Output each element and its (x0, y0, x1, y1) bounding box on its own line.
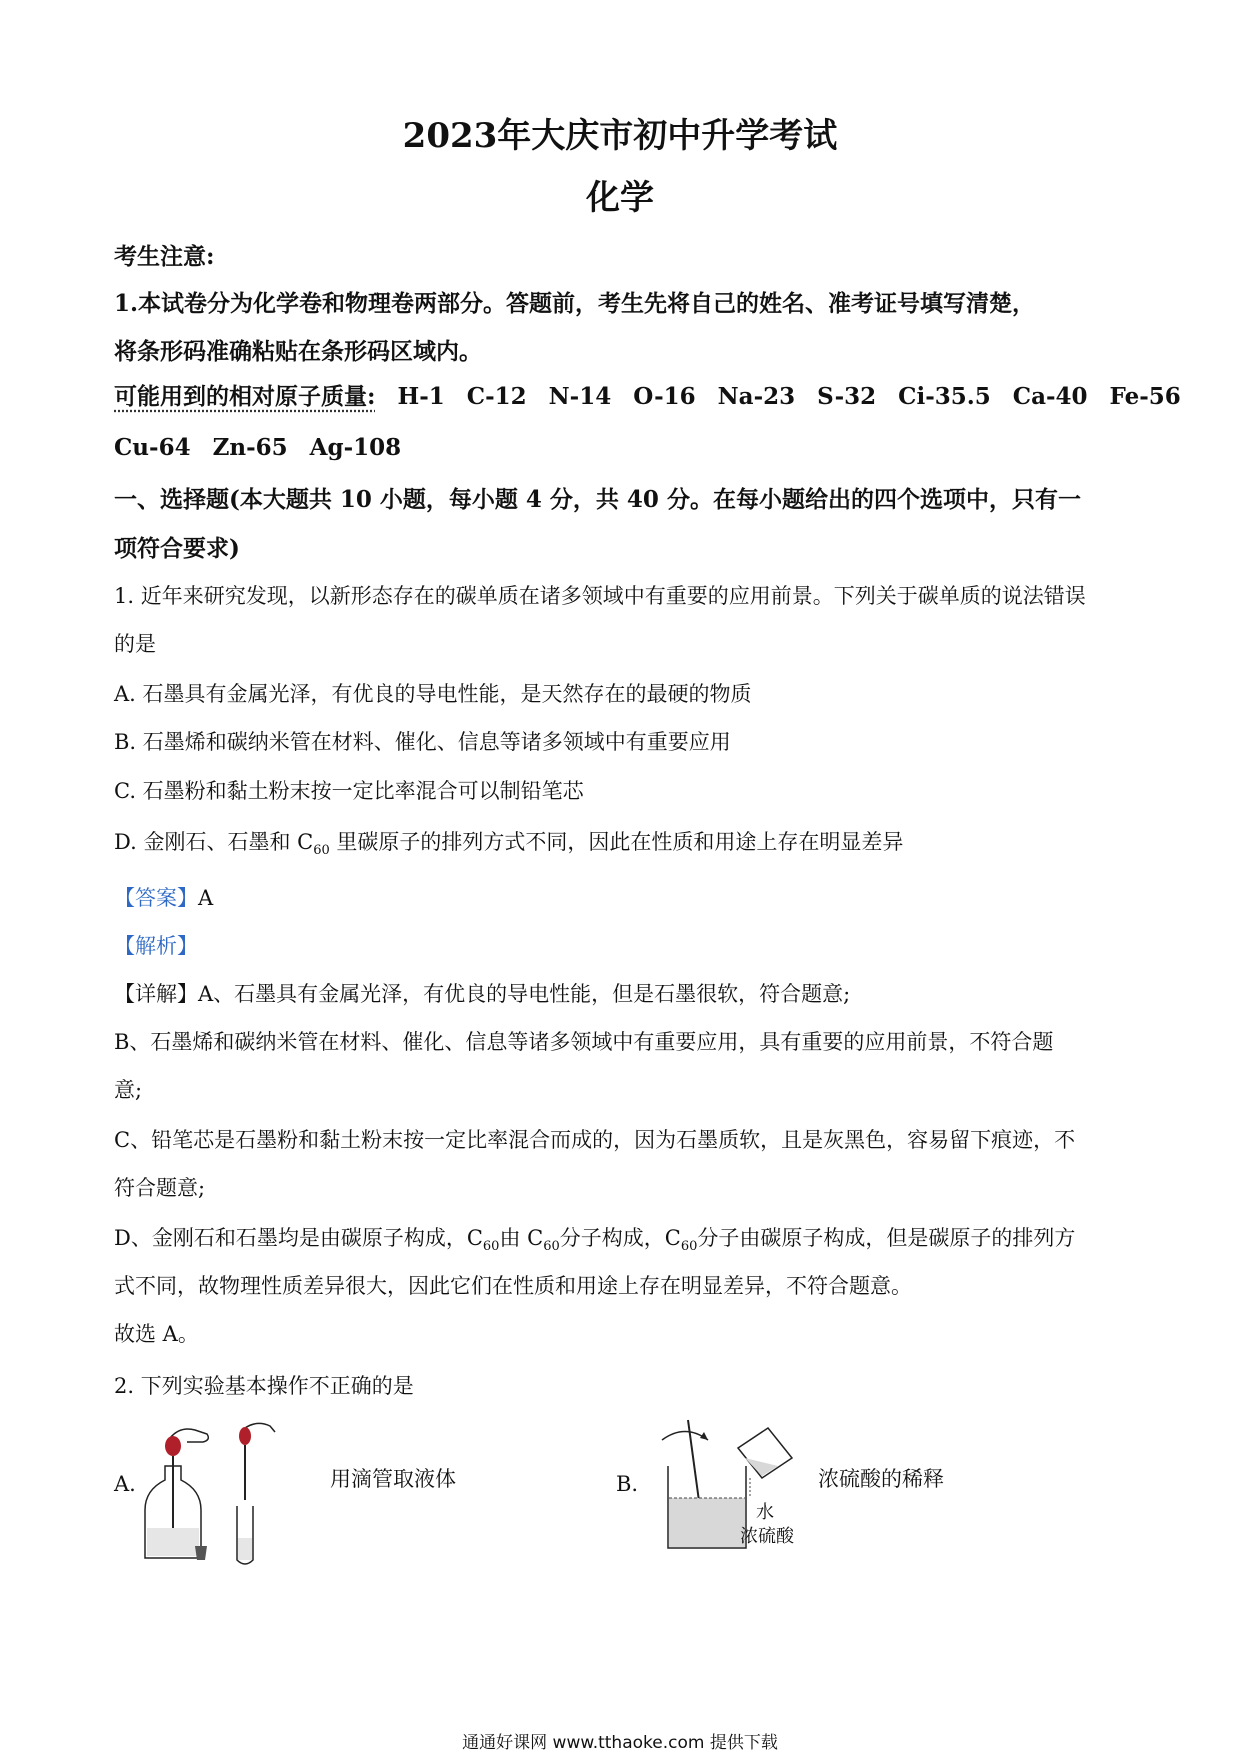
q1-option-d (114, 826, 903, 858)
q1-option-d-post: 里碳原子的排列方式不同，因此在性质和用途上存在明显差异 (329, 830, 904, 854)
detail-c: C、铅笔芯是石墨粉和黏土粉末按一定比率混合而成的，因为石墨质软，且是灰黑色，容易留下痕迹，不 (114, 1128, 1076, 1152)
detail-d-part: 分子构成，C (559, 1226, 681, 1250)
detail-b-cont: 意; (114, 1078, 143, 1102)
mass-item: C-12 (466, 383, 527, 410)
atomic-masses-line (114, 378, 1181, 411)
subject-title: 化学 (586, 178, 654, 218)
detail-d-part: 分子由碳原子构成，但是碳原子的排列方 (697, 1226, 1076, 1250)
mass-item: Ca-40 (1012, 383, 1088, 410)
mass-item: Na-23 (717, 383, 796, 410)
answer-tag: 【答案】 (114, 886, 198, 910)
q2-stem: 2. 下列实验基本操作不正确的是 (114, 1374, 414, 1398)
q1-option-a: A. 石墨具有金属光泽，有优良的导电性能，是天然存在的最硬的物质 (114, 682, 752, 706)
q2-option-a-text: 用滴管取液体 (330, 1467, 456, 1491)
detail-line-1 (114, 978, 850, 1008)
mass-item: Ci-35.5 (898, 383, 991, 410)
c60-subscript: 60 (482, 1239, 500, 1255)
notice-item1-line2: 将条形码准确粘贴在条形码区域内。 (114, 338, 482, 365)
q2-option-a-label: A. (114, 1472, 136, 1496)
mass-item: Ag-108 (309, 434, 402, 461)
q1-answer (114, 882, 213, 912)
detail-tag: 【详解】 (114, 982, 198, 1006)
detail-d-cont: 式不同，故物理性质差异很大，因此它们在性质和用途上存在明显差异，不符合题意。 (114, 1274, 912, 1298)
mass-item: S-32 (817, 383, 877, 410)
label-concentrated-acid: 浓硫酸 (740, 1526, 794, 1547)
q2-option-b-text: 浓硫酸的稀释 (818, 1467, 944, 1491)
section1-heading: 一、选择题(本大题共 10 小题，每小题 4 分，共 40 分。在每小题给出的四个选项中，只有一 (114, 486, 1081, 513)
detail-c-cont: 符合题意; (114, 1176, 206, 1200)
mass-item: O-16 (633, 383, 696, 410)
detail-d (114, 1222, 1075, 1254)
q1-option-c: C. 石墨粉和黏土粉末按一定比率混合可以制铅笔芯 (114, 779, 584, 803)
c60-subscript: 60 (313, 843, 330, 859)
detail-b: B、石墨烯和碳纳米管在材料、催化、信息等诸多领域中有重要应用，具有重要的应用前景，不符合题 (114, 1030, 1054, 1054)
mass-item: Cu-64 (114, 434, 191, 461)
dropper-bottle-illustration (135, 1418, 305, 1568)
detail-a: A、石墨具有金属光泽，有优良的导电性能，但是石墨很软，符合题意; (198, 982, 851, 1006)
conclusion: 故选 A。 (114, 1322, 199, 1346)
q1-stem-cont: 的是 (114, 632, 156, 656)
section1-heading-cont: 项符合要求) (114, 535, 240, 562)
answer-value: A (198, 886, 214, 910)
mass-item: H-1 (397, 383, 445, 410)
mass-item: Fe-56 (1109, 383, 1181, 410)
q1-option-d-pre: D. 金刚石、石墨和 C (114, 830, 314, 854)
notice-item1-line1: 1.本试卷分为化学卷和物理卷两部分。答题前，考生先将自己的姓名、准考证号填写清楚， (114, 290, 1036, 317)
q1-stem: 1. 近年来研究发现，以新形态存在的碳单质在诸多领域中有重要的应用前景。下列关于碳单质的说法错误 (114, 584, 1086, 608)
label-water: 水 (756, 1502, 774, 1523)
mass-item: N-14 (548, 383, 612, 410)
mass-item: Zn-65 (212, 434, 288, 461)
c60-subscript: 60 (543, 1239, 560, 1255)
detail-d-part: 由 C (499, 1226, 544, 1250)
c60-subscript: 60 (680, 1239, 698, 1255)
footer-credit: 通通好课网 www.tthaoke.com 提供下载 (462, 1733, 778, 1753)
notice-heading: 考生注意: (114, 243, 215, 270)
q1-option-b: B. 石墨烯和碳纳米管在材料、催化、信息等诸多领域中有重要应用 (114, 730, 731, 754)
atomic-masses-line2 (114, 434, 423, 461)
q2-option-b-label: B. (616, 1472, 639, 1496)
exam-title: 2023年大庆市初中升学考试 (402, 116, 838, 156)
detail-d-part: D、金刚石和石墨均是由碳原子构成，C (114, 1226, 483, 1250)
masses-label: 可能用到的相对原子质量: (114, 383, 376, 410)
analysis-tag: 【解析】 (114, 934, 198, 958)
